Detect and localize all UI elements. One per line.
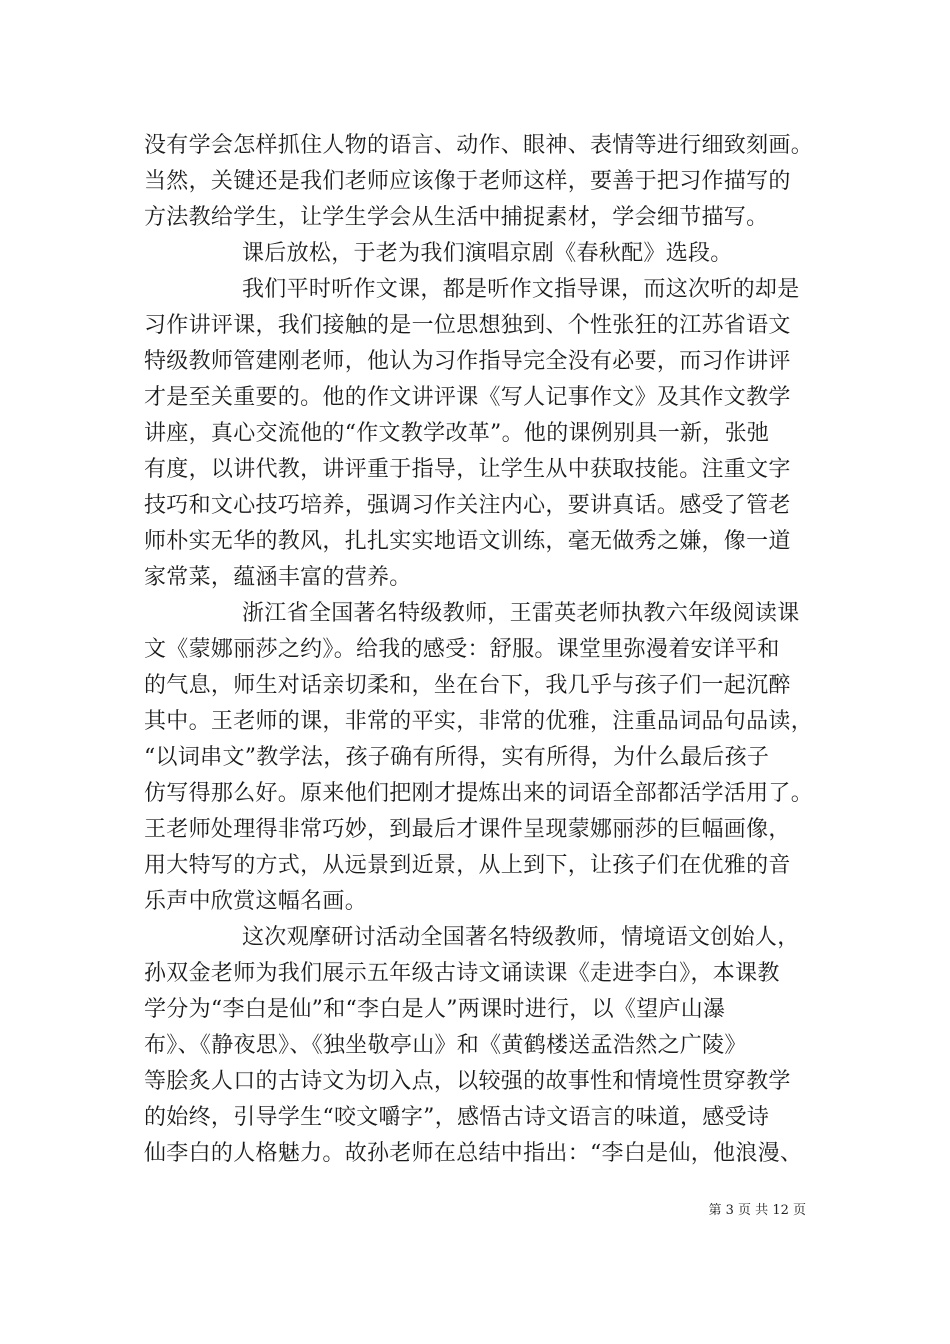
text-line: 等脍炙人口的古诗文为切入点，以较强的故事性和情境性贯穿教学 — [144, 1069, 791, 1094]
text-line: 乐声中欣赏这幅名画。 — [144, 889, 368, 914]
text-line: 技巧和文心技巧培养，强调习作关注内心，要讲真话。感受了管老 — [144, 493, 791, 518]
text-line: 王老师处理得非常巧妙，到最后才课件呈现蒙娜丽莎的巨幅画像， — [144, 817, 791, 842]
text-line: 当然，关键还是我们老师应该像于老师这样，要善于把习作描写的 — [144, 169, 791, 194]
text-line: 才是至关重要的。他的作文讲评课《写人记事作文》及其作文教学 — [144, 385, 791, 410]
page-number-footer: 第 3 页 共 12 页 — [708, 1203, 806, 1218]
text-line: “以词串文”教学法，孩子确有所得，实有所得，为什么最后孩子 — [144, 745, 770, 770]
text-line: 的气息，师生对话亲切柔和，坐在台下，我几乎与孩子们一起沉醉 — [144, 673, 791, 698]
paragraph-start-line: 我们平时听作文课，都是听作文指导课，而这次听的却是 — [242, 277, 800, 302]
text-line: 习作讲评课，我们接触的是一位思想独到、个性张狂的江苏省语文 — [144, 313, 791, 338]
text-line: 没有学会怎样抓住人物的语言、动作、眼神、表情等进行细致刻画。 — [144, 133, 814, 158]
text-line: 家常菜，蕴涵丰富的营养。 — [144, 565, 412, 590]
text-line: 学分为“李白是仙”和“李白是人”两课时进行，以《望庐山瀑 — [144, 997, 726, 1022]
text-line: 文《蒙娜丽莎之约》。给我的感受：舒服。课堂里弥漫着安详平和 — [144, 637, 780, 662]
text-line: 布》、《静夜思》、《独坐敬亭山》和《黄鹤楼送孟浩然之广陵》 — [144, 1033, 747, 1058]
text-line: 方法教给学生，让学生学会从生活中捕捉素材，学会细节描写。 — [144, 205, 769, 230]
text-line: 孙双金老师为我们展示五年级古诗文诵读课《走进李白》，本课教 — [144, 961, 780, 986]
text-line: 有度，以讲代教，讲评重于指导，让学生从中获取技能。注重文字 — [144, 457, 791, 482]
text-line: 的始终，引导学生“咬文嚼字”，感悟古诗文语言的味道，感受诗 — [144, 1105, 770, 1130]
paragraph-start-line: 课后放松，于老为我们演唱京剧《春秋配》选段。 — [242, 241, 733, 266]
text-line: 其中。王老师的课，非常的平实，非常的优雅，注重品词品句品读， — [144, 709, 814, 734]
paragraph-start-line: 浙江省全国著名特级教师，王雷英老师执教六年级阅读课 — [242, 601, 800, 626]
text-line: 仿写得那么好。原来他们把刚才提炼出来的词语全部都活学活用了。 — [144, 781, 814, 806]
text-line: 仙李白的人格魅力。故孙老师在总结中指出：“李白是仙，他浪漫、 — [144, 1141, 803, 1166]
text-line: 讲座，真心交流他的“作文教学改革”。他的课例别具一新，张弛 — [144, 421, 770, 446]
text-line: 师朴实无华的教风，扎扎实实地语文训练，毫无做秀之嫌，像一道 — [144, 529, 791, 554]
paragraph-start-line: 这次观摩研讨活动全国著名特级教师，情境语文创始人， — [242, 925, 800, 950]
text-line: 用大特写的方式，从远景到近景，从上到下，让孩子们在优雅的音 — [144, 853, 791, 878]
text-line: 特级教师管建刚老师，他认为习作指导完全没有必要，而习作讲评 — [144, 349, 791, 374]
